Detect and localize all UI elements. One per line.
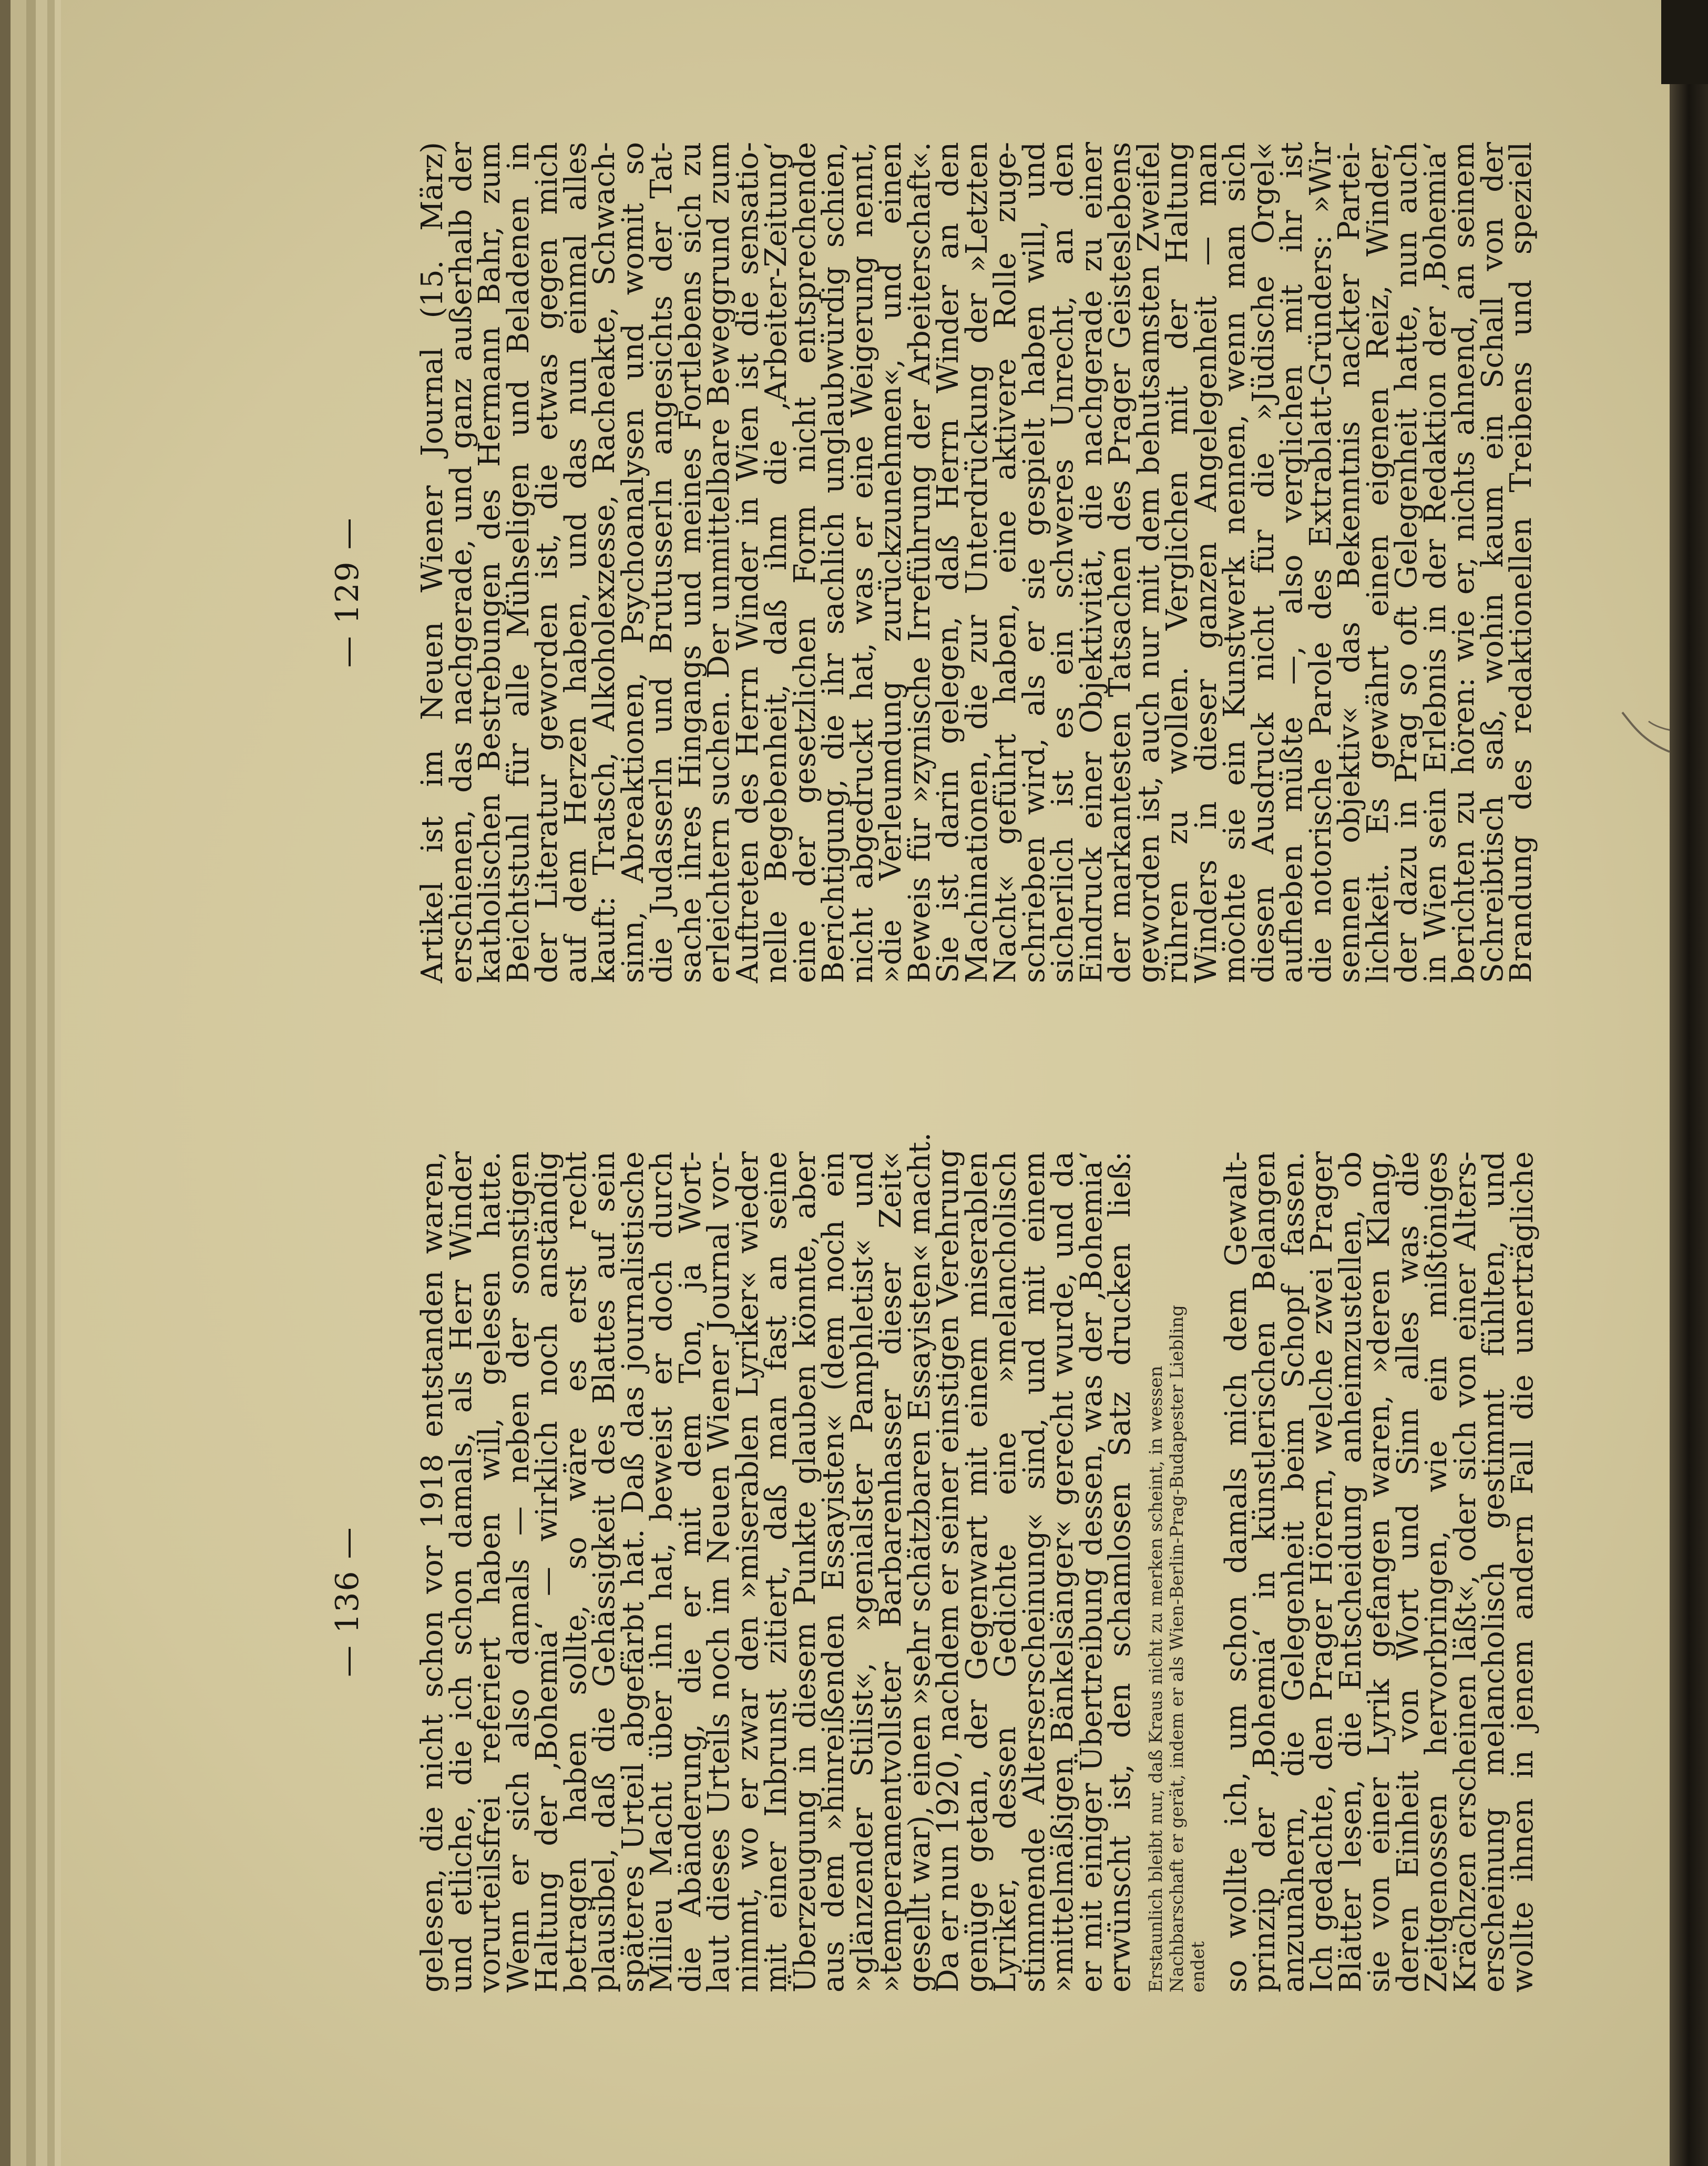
text-line: erschienen, das nachgerade, und ganz außerhalb der [444,142,478,983]
text-line: der dazu in Prag so oft Gelegenheit hatte, nun auch [1389,142,1424,983]
text-line: kauft: Tratsch, Alkoholexzesse, Racheakte, Schwach- [587,142,621,983]
text-line: sicherlich ist es ein schweres Unrecht, an den [1046,142,1080,983]
text-line: erwünscht ist, den schamlosen Satz drucken ließ: [1103,1151,1137,1993]
text-line: geworden ist, auch nur mit dem behutsamsten Zweifel [1131,142,1166,983]
text-line: diesen Ausdruck nicht für die »Jüdische Orgel« [1246,142,1281,983]
text-line: aufheben müßte —, also verglichen mit ihr ist [1275,142,1309,983]
text-line: »die Verleumdung zurückzunehmen«, und einen [874,142,908,983]
text-line: stimmende Alterserscheinung« sind, und mit einem [1017,1151,1051,1993]
text-line: »mittelmäßigen Bänkelsänger« gerecht wurde, und da [1046,1151,1080,1993]
text-line: in Wien sein Erlebnis in der Redaktion der ‚Bohemia‘ [1418,142,1453,983]
text-line: Eindruck einer Objektivität, die nachgerade zu einer [1074,142,1109,983]
text-line: Sie ist darin gelegen, daß Herrn Winder an den [931,142,965,983]
text-line: aus dem »hinreißenden Essayisten« (dem noch ein [816,1151,851,1993]
text-line: der Literatur geworden ist, die etwas gegen mich [530,142,564,983]
text-line: plausibel, daß die Gehässigkeit des Blattes auf sein [587,1151,621,1993]
text-line: die Judasserln und Brutusserln angesichts der Tat- [645,142,679,983]
text-line: lichkeit. Es gewährt einen eigenen Reiz, Winder, [1361,142,1395,983]
text-line: späteres Urteil abgefärbt hat. Daß das journalistische [616,1151,650,1993]
text-line: Beichtstuhl für alle Mühseligen und Beladenen in [501,142,536,983]
text-line: genüge getan, der Gegenwart mit einem miserablen [959,1151,994,1993]
page-stack-edge [36,0,47,2166]
page-stack-edge [55,0,61,2166]
text-line: Erstaunlich bleibt nur, daß Kraus nicht zu merken scheint, in wessen [1145,1365,1167,1993]
text-line: Krächzen erscheinen läßt«, oder sich von einer Alters- [1448,1151,1482,1993]
left-body-text [415,1132,1137,1993]
text-line: nimmt, wo er zwar den »miserablen Lyriker« wieder [730,1151,765,1993]
text-line: auf dem Herzen haben, und das nun einmal alles [558,142,593,983]
page-stack-edge [11,0,26,2166]
text-line: Nachbarschaft er gerät, indem er als Wien-Berlin-Prag-Budapester Liebling [1166,1305,1188,1993]
text-line: er mit einiger Übertreibung dessen, was der ‚Bohemia‘ [1074,1151,1109,1993]
paper-page [61,0,1670,2166]
text-line: prinzip der ‚Bohemia‘ in künstlerischen Belangen [1247,1151,1282,1993]
text-line: sie von einer Lyrik gefangen waren, »deren Klang, [1362,1151,1396,1993]
right-body-text [415,142,1538,983]
text-line: berichten zu hören: wie er, nichts ahnend, an seinem [1447,142,1481,983]
text-line: betragen haben sollte, so wäre es erst recht [558,1151,593,1993]
text-line: endet [1187,1941,1209,1993]
binding-corner [1661,0,1708,84]
text-line: schrieben wird, als er sie gespielt haben will, und [1017,142,1051,983]
text-line: rühren zu wollen. Verglichen mit der Haltung [1160,142,1194,983]
text-line: deren Einheit von Wort und Sinn alles was die [1390,1151,1425,1993]
text-line: der markantesten Tatsachen des Prager Geisteslebens [1103,142,1137,983]
text-line: katholischen Bestrebungen des Hermann Bahr, zum [473,142,507,983]
text-line: sache ihres Hingangs und meines Fortlebens sich zu [673,142,708,983]
page-number-left: — 136 — [329,1526,366,1677]
page-stack-edge [0,0,11,2166]
left-body-text-continued [1219,1151,1540,1993]
text-line: Da er nun 1920, nachdem er seiner einstigen Verehrung [931,1149,965,1993]
text-line: erleichtern suchen. Der unmittelbare Beweggrund zum [702,142,736,983]
text-line: sennen objektiv« das Bekenntnis nackter Partei- [1332,142,1366,983]
text-line: Milieu Macht über ihn hat, beweist er doch durch [645,1151,679,1993]
text-line: und etliche, die ich schon damals, als Herr Winder [444,1151,478,1993]
text-line: die Abänderung, die er mit dem Ton, ja Wort- [673,1151,708,1993]
text-line: Machinationen, die zur Unterdrückung der »Letzten [959,142,994,983]
text-line: Ich gedachte, den Prager Hörern, welche zwei Prager [1305,1151,1339,1993]
text-line: Haltung der ‚Bohemia‘ — wirklich noch anständig [530,1151,564,1993]
rotated-content [287,121,1575,2014]
book-binding [1670,0,1708,2166]
text-line: sinn, Abreaktionen, Psychoanalysen und womit so [616,142,650,983]
text-line: Berichtigung, die ihr sachlich unglaubwürdig schien, [816,142,851,983]
text-line: so wollte ich, um schon damals mich dem Gewalt- [1219,1151,1253,1993]
text-line: Blätter lesen, die Entscheidung anheimzustellen, ob [1333,1151,1368,1993]
left-text-column [415,1132,1540,1993]
page-stack-edge [26,0,36,2166]
text-line: Winders in dieser ganzen Angelegenheit — man [1189,142,1223,983]
text-line: Zeitgenossen hervorbringen, wie ein mißtöniges [1419,1151,1454,1993]
text-line: möchte sie ein Kunstwerk nennen, wenn man sich [1218,142,1252,983]
text-line: Lyriker, dessen Gedichte eine »melancholisch [988,1151,1022,1993]
text-line: gesellt war), einen »sehr schätzbaren Essayisten« macht. [902,1132,937,1993]
text-line: wollte ihnen in jenem andern Fall die unerträgliche [1505,1151,1540,1993]
text-line: Brandung des redaktionellen Treibens und speziell [1504,142,1538,983]
text-line: Schreibtisch saß, wohin kaum ein Schall von der [1475,142,1510,983]
text-line: Beweis für »zynische Irreführung der Arbeiterschaft«. [902,142,937,983]
text-line: die notorische Parole des Extrablatt-Gründers: »Wir [1303,142,1338,983]
text-line: mit einer Inbrunst zitiert, daß man fast an seine [759,1151,793,1993]
text-line: Wenn er sich also damals — neben der sonstigen [501,1151,536,1993]
text-line: vorurteilsfrei referiert haben will, gelesen hatte. [473,1151,507,1993]
text-line: Artikel ist im Neuen Wiener Journal (15. März) [415,142,449,983]
text-line: Auftreten des Herrn Winder in Wien ist die sensatio- [730,142,765,983]
page-number-right: — 129 — [329,517,366,668]
text-line: erscheinung melancholisch gestimmt fühlten, und [1477,1151,1511,1993]
text-line: laut dieses Urteils noch im Neuen Wiener Journal vor- [702,1151,736,1993]
page-stack-edge [47,0,55,2166]
right-text-column [415,142,1538,983]
text-line: Überzeugung in diesem Punkte glauben könnte, aber [787,1151,822,1993]
text-line: »glänzender Stilist«, »genialster Pamphletist« und [845,1151,879,1993]
text-line: »temperamentvollster Barbarenhasser dieser Zeit« [874,1151,908,1993]
footnote [1146,1151,1209,1993]
text-line: nicht abgedruckt hat, was er eine Weigerung nennt, [845,142,879,983]
text-line: gelesen, die nicht schon vor 1918 entstanden waren, [415,1151,449,1993]
text-line: Nacht« geführt haben, eine aktivere Rolle zuge- [988,142,1022,983]
text-line: nelle Begebenheit, daß ihm die ‚Arbeiter-Zeitung‘ [759,142,793,983]
text-line: anzunähern, die Gelegenheit beim Schopf fassen. [1276,1151,1311,1993]
text-line: eine der gesetzlichen Form nicht entsprechende [787,142,822,983]
